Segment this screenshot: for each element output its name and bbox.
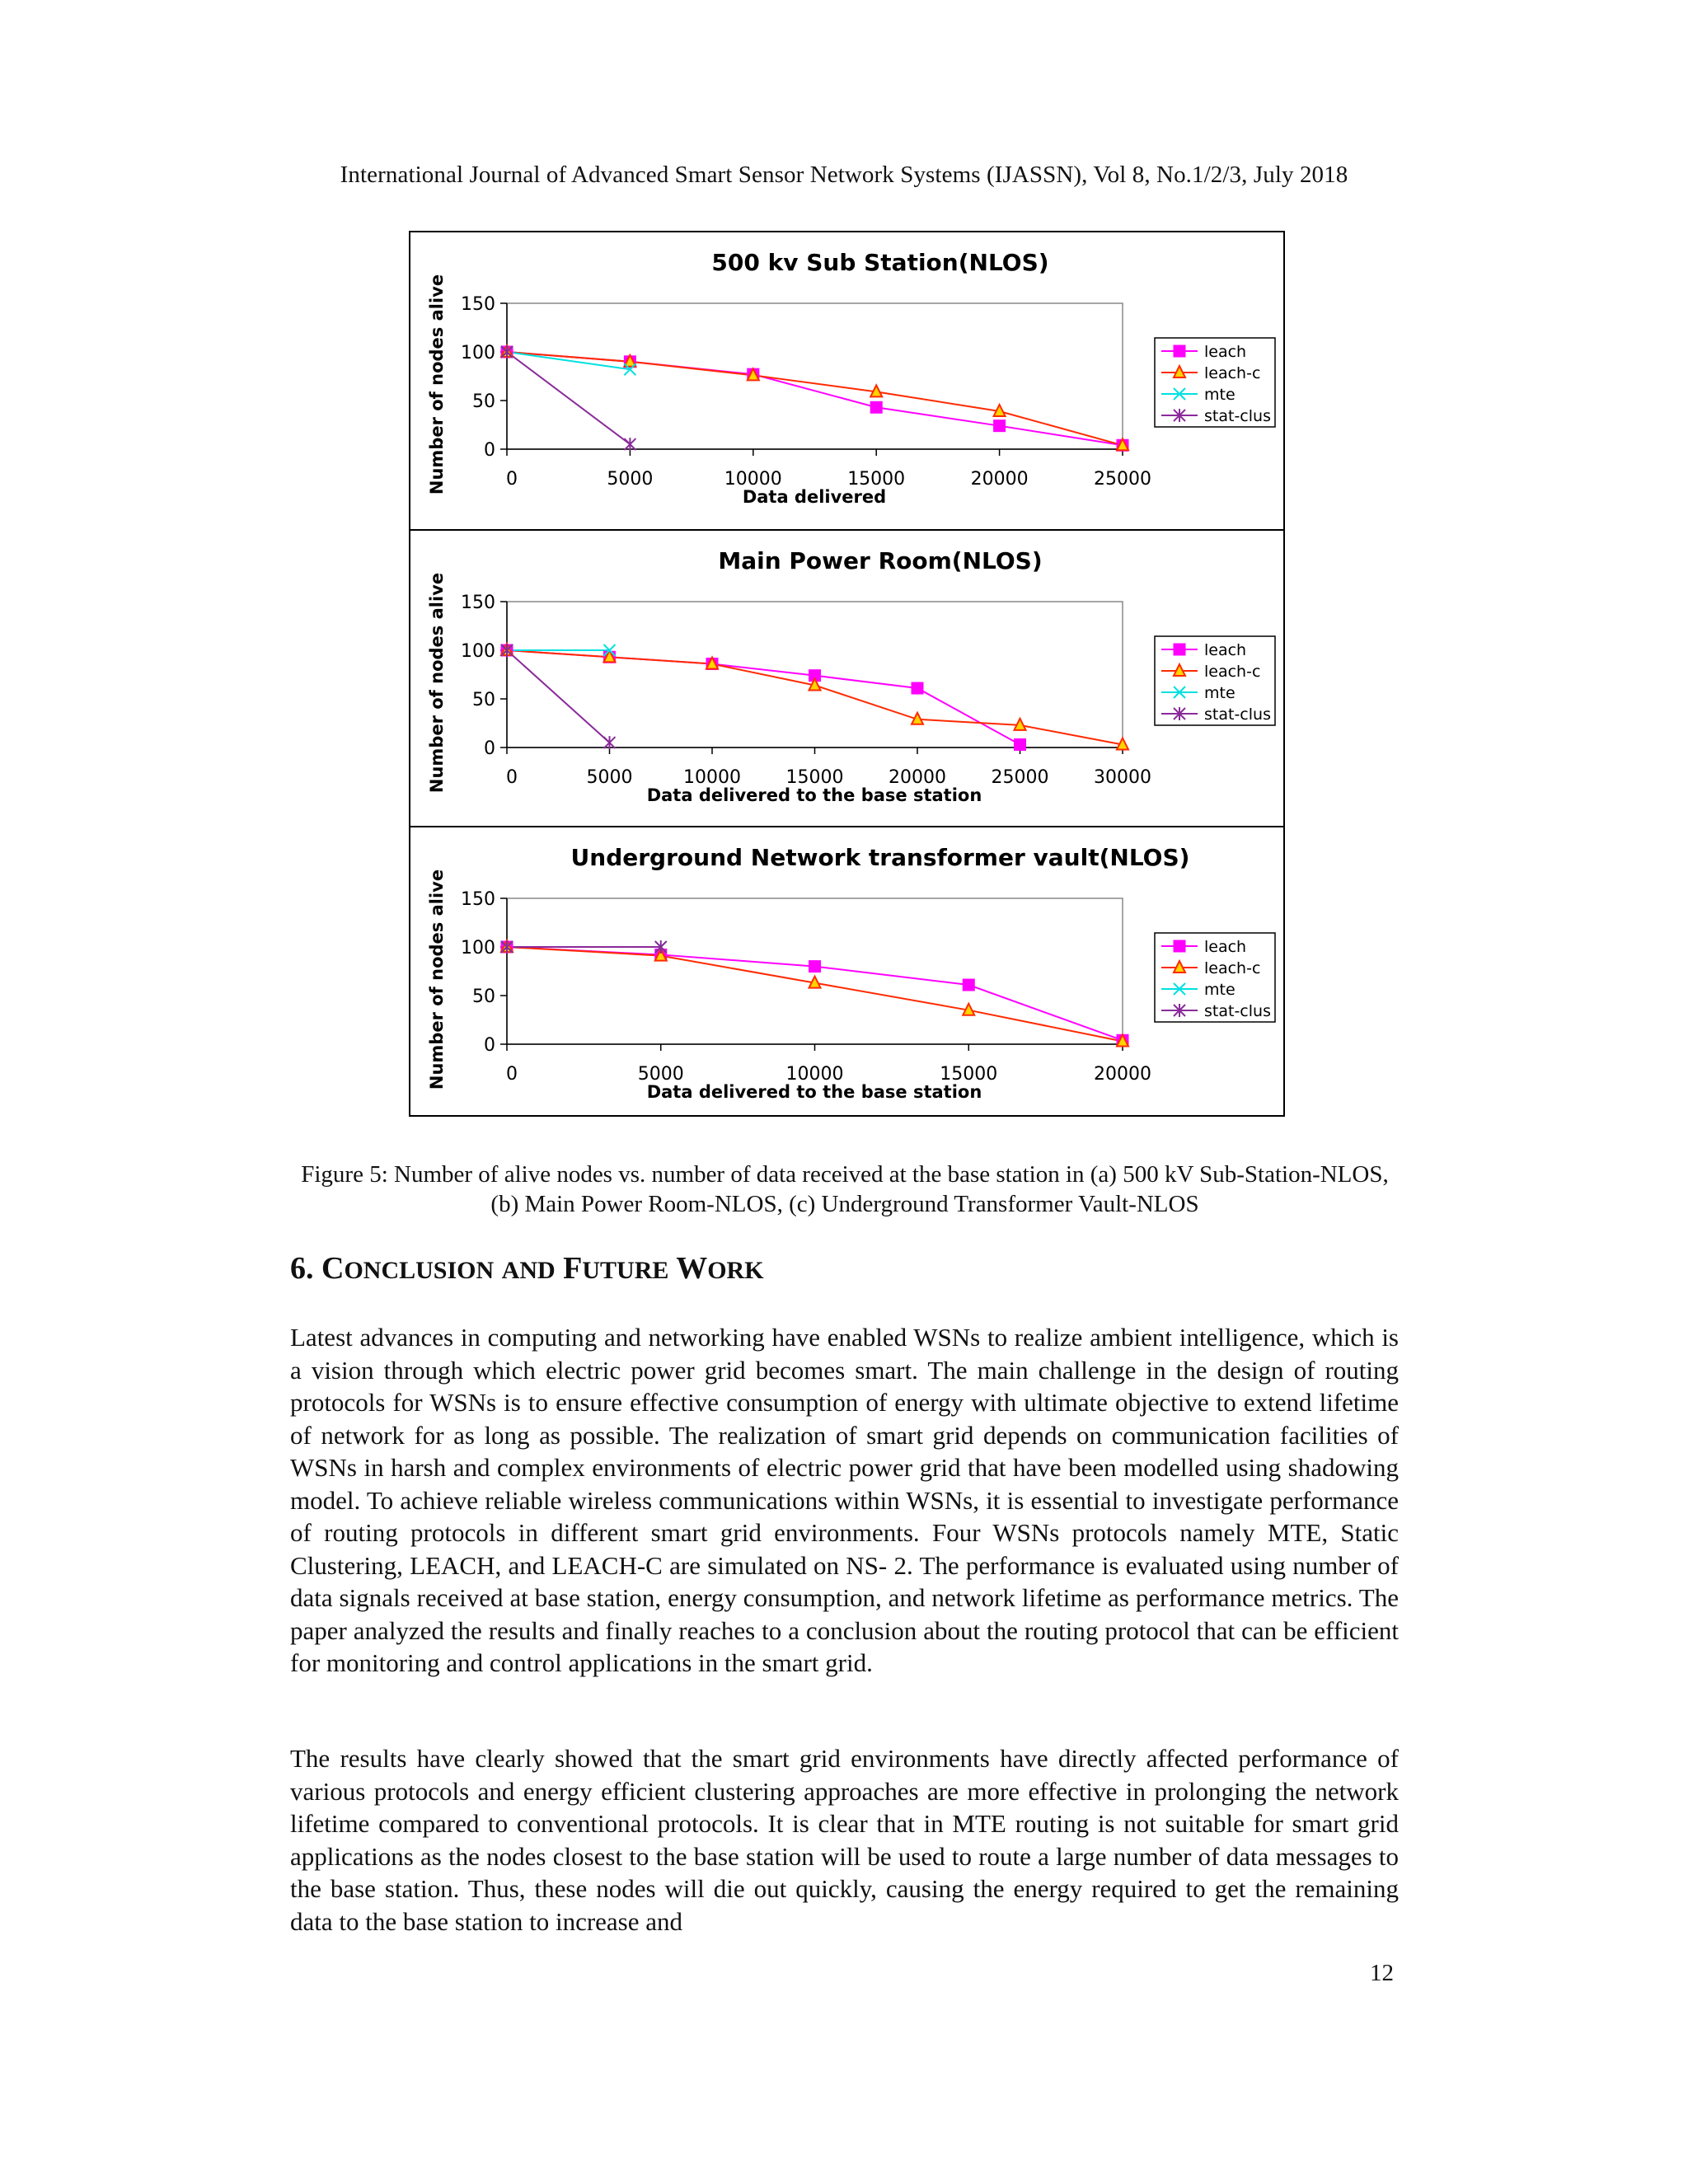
legend-label-stat-clus: stat-clus xyxy=(1204,1002,1271,1020)
y-axis-label: Number of nodes alive xyxy=(427,572,447,794)
x-tick-label: 15000 xyxy=(940,1064,998,1085)
y-tick-label: 150 xyxy=(461,294,495,315)
legend-marker-leach xyxy=(1174,940,1185,952)
heading-initial: C xyxy=(321,1251,345,1286)
x-tick-label: 30000 xyxy=(1094,767,1151,788)
chart-title: Underground Network transformer vault(NLOS) xyxy=(570,844,1190,871)
x-axis-label: Data delivered to the base station xyxy=(646,785,982,805)
chart-transformer-vault xyxy=(410,827,1283,1117)
data-point-leach xyxy=(809,961,821,972)
y-tick-label: 50 xyxy=(472,690,495,710)
paragraph-1: Latest advances in computing and networking have enabled WSNs to realize ambient intelligence, which is a vision through which electric power grid becomes smart. The main challenge in the design of routing protocols for WSNs is to ensure effective consumption of energy with ultimate objective to extend lifetime of network for as long as possible. The realization of smart grid depends on communication facilities of WSNs in harsh and complex environments of electric power grid that have been modelled using shadowing model. To achieve reliable wireless communications within WSNs, it is essential to investigate performance of routing protocols in different smart grid environments. Four WSNs protocols namely MTE, Static Clustering, LEACH, and LEACH-C are simulated on NS- 2. The performance is evaluated using number of data signals received at base station, energy consumption, and network lifetime as performance metrics. The paper analyzed the results and finally reaches to a conclusion about the routing protocol that can be efficient for monitoring and control applications in the smart grid. xyxy=(290,1323,1399,1677)
legend-label-mte: mte xyxy=(1204,386,1236,404)
legend-label-mte: mte xyxy=(1204,981,1236,999)
x-tick-label: 10000 xyxy=(683,767,741,788)
chart-panel-sub-station xyxy=(410,232,1283,529)
x-tick-label: 0 xyxy=(506,767,518,788)
section-number: 6. xyxy=(290,1251,314,1286)
x-tick-label: 20000 xyxy=(1094,1064,1151,1085)
x-tick-label: 5000 xyxy=(637,1064,684,1085)
y-tick-label: 100 xyxy=(461,343,495,363)
y-tick-label: 150 xyxy=(461,889,495,910)
legend-label-leach: leach xyxy=(1204,938,1247,956)
data-point-leach xyxy=(994,420,1006,432)
journal-header: International Journal of Advanced Smart Sensor Network Systems (IJASSN), Vol 8, No.1/2/3, July 2018 xyxy=(340,162,1348,188)
y-tick-label: 0 xyxy=(484,440,495,461)
legend-label-stat-clus: stat-clus xyxy=(1204,407,1271,425)
data-point-leach xyxy=(912,682,923,694)
x-tick-label: 0 xyxy=(506,469,518,490)
y-tick-label: 100 xyxy=(461,938,495,958)
chart-sub-station xyxy=(410,232,1283,527)
legend-label-leach-c: leach-c xyxy=(1204,663,1261,681)
x-axis-label: Data delivered to the base station xyxy=(646,1082,982,1102)
x-tick-label: 0 xyxy=(506,1064,518,1085)
legend-marker-leach xyxy=(1174,644,1185,655)
y-axis-label: Number of nodes alive xyxy=(427,274,447,495)
heading-initial: W xyxy=(676,1251,708,1286)
legend-label-stat-clus: stat-clus xyxy=(1204,705,1271,724)
y-tick-label: 100 xyxy=(461,641,495,662)
plot-area xyxy=(507,303,1123,449)
chart-panel-main-power-room xyxy=(410,529,1283,827)
chart-title: Main Power Room(NLOS) xyxy=(718,547,1043,574)
x-tick-label: 10000 xyxy=(724,469,782,490)
x-tick-label: 10000 xyxy=(785,1064,844,1085)
legend-label-leach-c: leach-c xyxy=(1204,959,1261,977)
x-tick-label: 5000 xyxy=(586,767,633,788)
figure-5 xyxy=(409,231,1285,1117)
chart-main-power-room xyxy=(410,531,1283,826)
data-point-leach xyxy=(1015,738,1026,750)
y-tick-label: 150 xyxy=(461,593,495,613)
x-tick-label: 20000 xyxy=(889,767,946,788)
heading-initial: F xyxy=(563,1251,583,1286)
legend-marker-leach xyxy=(1174,345,1185,357)
x-tick-label: 25000 xyxy=(991,767,1049,788)
heading-word: AND xyxy=(501,1257,556,1284)
data-point-leach xyxy=(963,979,974,991)
data-point-leach xyxy=(870,401,882,413)
heading-rest: ORK xyxy=(707,1257,764,1284)
legend-label-leach: leach xyxy=(1204,343,1247,361)
paragraph-2: The results have clearly showed that the smart grid environments have directly affected performance of various protocols and energy efficient clustering approaches are more effective in prolonging the network lifetime compared to conventional protocols. It is clear that in MTE routing is not suitable for smart grid applications as the nodes closest to the base station will be used to route a large number of data messages to the base station. Thus, these nodes will die out quickly, causing the energy required to get the remaining data to the base station to increase and xyxy=(290,1744,1399,1936)
heading-rest: ONCLUSION xyxy=(344,1257,495,1284)
y-tick-label: 0 xyxy=(484,738,495,759)
x-tick-label: 20000 xyxy=(970,469,1029,490)
chart-panel-transformer-vault xyxy=(410,826,1283,1124)
y-tick-label: 50 xyxy=(472,987,495,1007)
x-tick-label: 15000 xyxy=(847,469,906,490)
legend-label-leach: leach xyxy=(1204,641,1247,659)
x-tick-label: 5000 xyxy=(607,469,654,490)
chart-title: 500 kv Sub Station(NLOS) xyxy=(711,249,1049,276)
heading-rest: UTURE xyxy=(582,1257,669,1284)
page-number: 12 xyxy=(1370,1960,1394,1986)
figure-caption: Figure 5: Number of alive nodes vs. number of data received at the base station in (a) 500 kV Sub-Station-NLOS, (b) Main Power Room-NLOS, (c) Underground Transformer Vault-NLOS xyxy=(301,1161,1389,1217)
legend-label-leach-c: leach-c xyxy=(1204,364,1261,382)
x-tick-label: 25000 xyxy=(1094,469,1151,490)
x-tick-label: 15000 xyxy=(785,767,844,788)
x-axis-label: Data delivered xyxy=(742,487,887,507)
y-axis-label: Number of nodes alive xyxy=(427,869,447,1090)
y-tick-label: 0 xyxy=(484,1035,495,1056)
legend-label-mte: mte xyxy=(1204,684,1236,702)
section-heading xyxy=(290,1250,764,1286)
y-tick-label: 50 xyxy=(472,391,495,412)
